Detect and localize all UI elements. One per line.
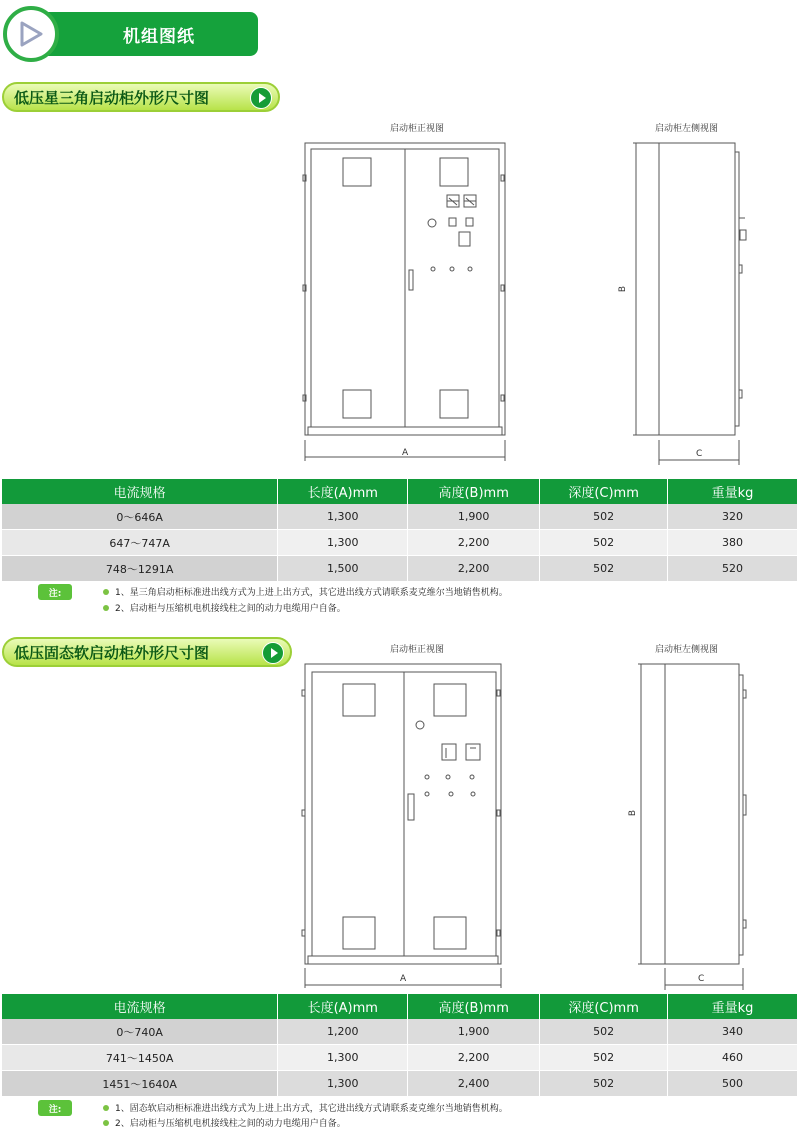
- table-cell: 647～747A: [2, 530, 278, 556]
- table-row: [2, 1071, 798, 1097]
- table-cell: 502: [540, 504, 668, 530]
- section1-title-text: 低压星三角启动柜外形尺寸图: [14, 88, 210, 107]
- bullet-icon: [103, 1105, 109, 1111]
- logo-icon: [3, 6, 59, 62]
- table-cell: 2,200: [408, 556, 540, 582]
- table-cell: 502: [540, 1045, 668, 1071]
- table-row: [2, 1019, 798, 1045]
- section2-front-caption: 启动柜正视图: [390, 645, 445, 655]
- section1-dim-a: A: [402, 448, 409, 458]
- section2-side-caption: 启动柜左侧视图: [655, 645, 719, 655]
- table-cell: 1451～1640A: [2, 1071, 278, 1097]
- table-cell: 1,300: [278, 504, 408, 530]
- col-header: 电流规格: [2, 994, 278, 1019]
- table-cell: 1,200: [278, 1019, 408, 1045]
- table-cell: 1,500: [278, 556, 408, 582]
- section2-title-text: 低压固态软启动柜外形尺寸图: [14, 643, 210, 662]
- section1-front-caption: 启动柜正视图: [390, 124, 445, 134]
- table-cell: 1,900: [408, 1019, 540, 1045]
- table-cell: 0～740A: [2, 1019, 278, 1045]
- note-text: 1、星三角启动柜标准进出线方式为上进上出方式，其它进出线方式请联系麦克维尔当地销售机构。: [115, 588, 508, 598]
- table-cell: 520: [668, 556, 798, 582]
- note-text: 1、固态软启动柜标准进出线方式为上进上出方式，其它进出线方式请联系麦克维尔当地销售机构。: [115, 1104, 508, 1114]
- col-header: 重量kg: [668, 994, 798, 1019]
- table-cell: 460: [668, 1045, 798, 1071]
- table-cell: 741～1450A: [2, 1045, 278, 1071]
- table-cell: 502: [540, 530, 668, 556]
- table-cell: 380: [668, 530, 798, 556]
- section1-dim-b: B: [618, 285, 629, 293]
- col-header: 深度(C)mm: [540, 994, 668, 1019]
- note-text: 2、启动柜与压缩机电机接线柱之间的动力电缆用户自备。: [115, 1119, 346, 1129]
- col-header: 电流规格: [2, 479, 278, 504]
- section1-side-caption: 启动柜左侧视图: [655, 124, 719, 134]
- table-cell: 502: [540, 1071, 668, 1097]
- table-cell: 748～1291A: [2, 556, 278, 582]
- table-cell: 1,300: [278, 1045, 408, 1071]
- section1-dim-c: C: [696, 449, 703, 459]
- table-cell: 340: [668, 1019, 798, 1045]
- note-item: [103, 1116, 346, 1129]
- table-cell: 2,200: [408, 1045, 540, 1071]
- table-header-row: [2, 994, 798, 1019]
- table-cell: 320: [668, 504, 798, 530]
- col-header: 长度(A)mm: [278, 479, 408, 504]
- table-cell: 0～646A: [2, 504, 278, 530]
- col-header: 高度(B)mm: [408, 479, 540, 504]
- col-header: 重量kg: [668, 479, 798, 504]
- section2-spec-table: [2, 994, 798, 1097]
- col-header: 长度(A)mm: [278, 994, 408, 1019]
- table-cell: 1,300: [278, 530, 408, 556]
- note-item: [103, 1101, 508, 1114]
- section2-dim-b: B: [628, 809, 639, 817]
- table-cell: 502: [540, 1019, 668, 1045]
- col-header: 高度(B)mm: [408, 994, 540, 1019]
- header-title-text: 机组图纸: [123, 26, 195, 47]
- section2-dim-c: C: [698, 974, 705, 984]
- table-cell: 2,200: [408, 530, 540, 556]
- table-cell: 500: [668, 1071, 798, 1097]
- note-badge: 注:: [38, 1100, 72, 1116]
- bullet-icon: [103, 1120, 109, 1126]
- section2-dim-a: A: [400, 974, 407, 984]
- col-header: 深度(C)mm: [540, 479, 668, 504]
- table-cell: 502: [540, 556, 668, 582]
- table-row: [2, 1045, 798, 1071]
- table-cell: 1,300: [278, 1071, 408, 1097]
- table-cell: 2,400: [408, 1071, 540, 1097]
- note-text: 2、启动柜与压缩机电机接线柱之间的动力电缆用户自备。: [115, 604, 346, 614]
- table-cell: 1,900: [408, 504, 540, 530]
- note-badge: 注:: [38, 584, 72, 600]
